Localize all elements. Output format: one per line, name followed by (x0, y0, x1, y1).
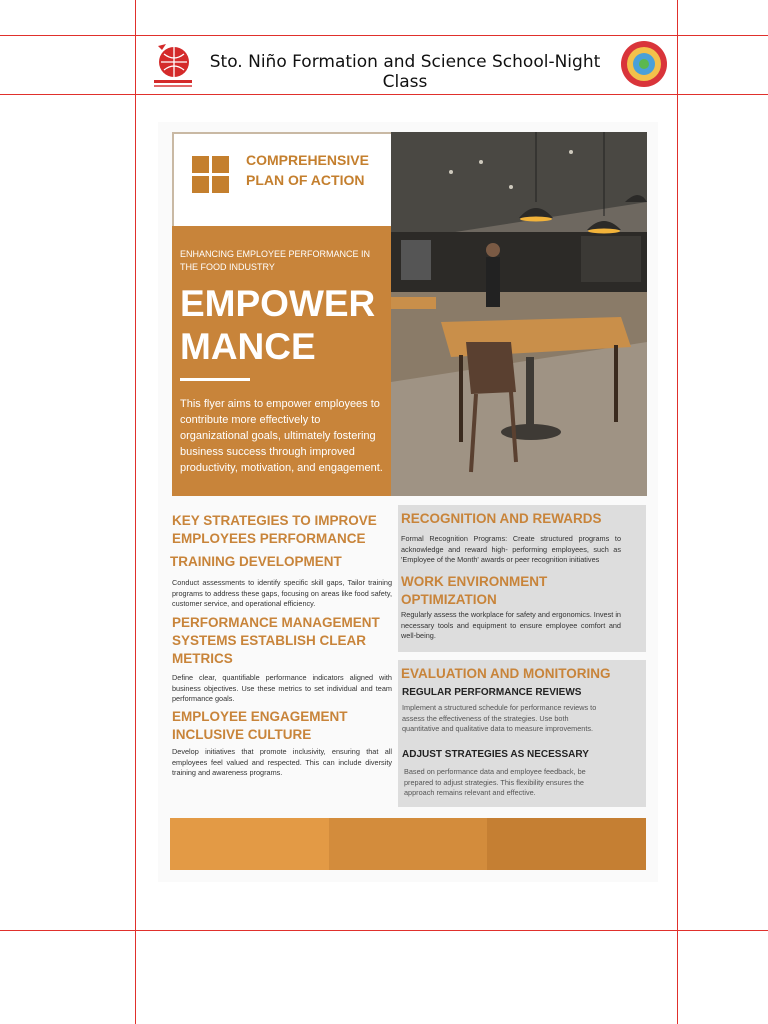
performance-heading: PERFORMANCE MANAGEMENT SYSTEMS ESTABLISH CLEAR METRICS (172, 615, 380, 666)
footer-block-1 (170, 818, 329, 870)
training-heading: TRAINING DEVELOPMENT (170, 554, 342, 569)
recognition-heading: RECOGNITION AND REWARDS (401, 511, 602, 526)
flyer-subtitle: ENHANCING EMPLOYEE PERFORMANCE IN THE FOOD INDUSTRY (180, 249, 371, 272)
work-environment-heading: WORK ENVIRONMENT OPTIMIZATION (401, 574, 548, 607)
training-text: Conduct assessments to identify specific skill gaps, Tailor training programs to address these gaps, focusing on areas like food safety, customer service, and operational efficiency. (172, 578, 392, 608)
flyer-title (180, 282, 390, 368)
school-name: Sto. Niño Formation and Science School-Night Class (209, 52, 601, 92)
recognition-text: Formal Recognition Programs: Create structured programs to acknowledge and reward high- performing employees, such as 'Employee of the Month' awards or peer recognition initiatives (401, 534, 621, 564)
guide-line-left (135, 0, 136, 1024)
work-environment-text: Regularly assess the workplace for safety and ergonomics. Invest in necessary tools and equipment to ensure employee comfort and well-being. (401, 610, 621, 640)
flyer-title-line-2: MANCE (180, 326, 316, 367)
reviews-text: Implement a structured schedule for performance reviews to assess the effectiveness of the strategies. Use both quantitative and qualitative data to measure improvements. (402, 703, 597, 733)
engagement-heading: EMPLOYEE ENGAGEMENT INCLUSIVE CULTURE (172, 709, 348, 742)
footer-block-3 (487, 818, 646, 870)
performance-text: Define clear, quantifiable performance indicators aligned with business objectives. Use these metrics to set individual and team performance goals. (172, 673, 392, 703)
restaurant-photo (391, 132, 647, 496)
grid-icon (192, 156, 230, 194)
adjust-text: Based on performance data and employee feedback, be prepared to adjust strategies. This flexibility ensures the approach remains relevant and effective. (404, 767, 586, 797)
footer-block-2 (329, 818, 488, 870)
school-seal-right-icon (620, 40, 668, 88)
flyer (158, 122, 658, 882)
flyer-title-line-1: EMPOWER (180, 283, 376, 324)
plan-of-action-box (172, 132, 391, 226)
adjust-heading: ADJUST STRATEGIES AS NECESSARY (402, 749, 589, 760)
guide-line-top (0, 35, 768, 36)
page-header (150, 38, 670, 94)
key-strategies-heading: KEY STRATEGIES TO IMPROVE EMPLOYEES PERFORMANCE (172, 513, 377, 546)
engagement-text: Develop initiatives that promote inclusivity, ensuring that all employees feel valued and respected. This can include diversity training and awareness programs. (172, 747, 392, 777)
guide-line-right (677, 0, 678, 1024)
footer-color-bar (170, 818, 646, 870)
title-divider (180, 378, 250, 381)
school-logo-left-icon (152, 40, 194, 90)
guide-line-header (0, 94, 768, 95)
title-panel (172, 226, 391, 496)
flyer-intro: This flyer aims to empower employees to contribute more effectively to organizational goals, ultimately fostering business success through improved productivity, motivation, and engagement. (180, 398, 383, 474)
guide-line-bottom (0, 930, 768, 931)
evaluation-heading: EVALUATION AND MONITORING (401, 666, 611, 681)
plan-title: COMPREHENSIVE PLAN OF ACTION (246, 152, 369, 188)
reviews-heading: REGULAR PERFORMANCE REVIEWS (402, 687, 582, 698)
